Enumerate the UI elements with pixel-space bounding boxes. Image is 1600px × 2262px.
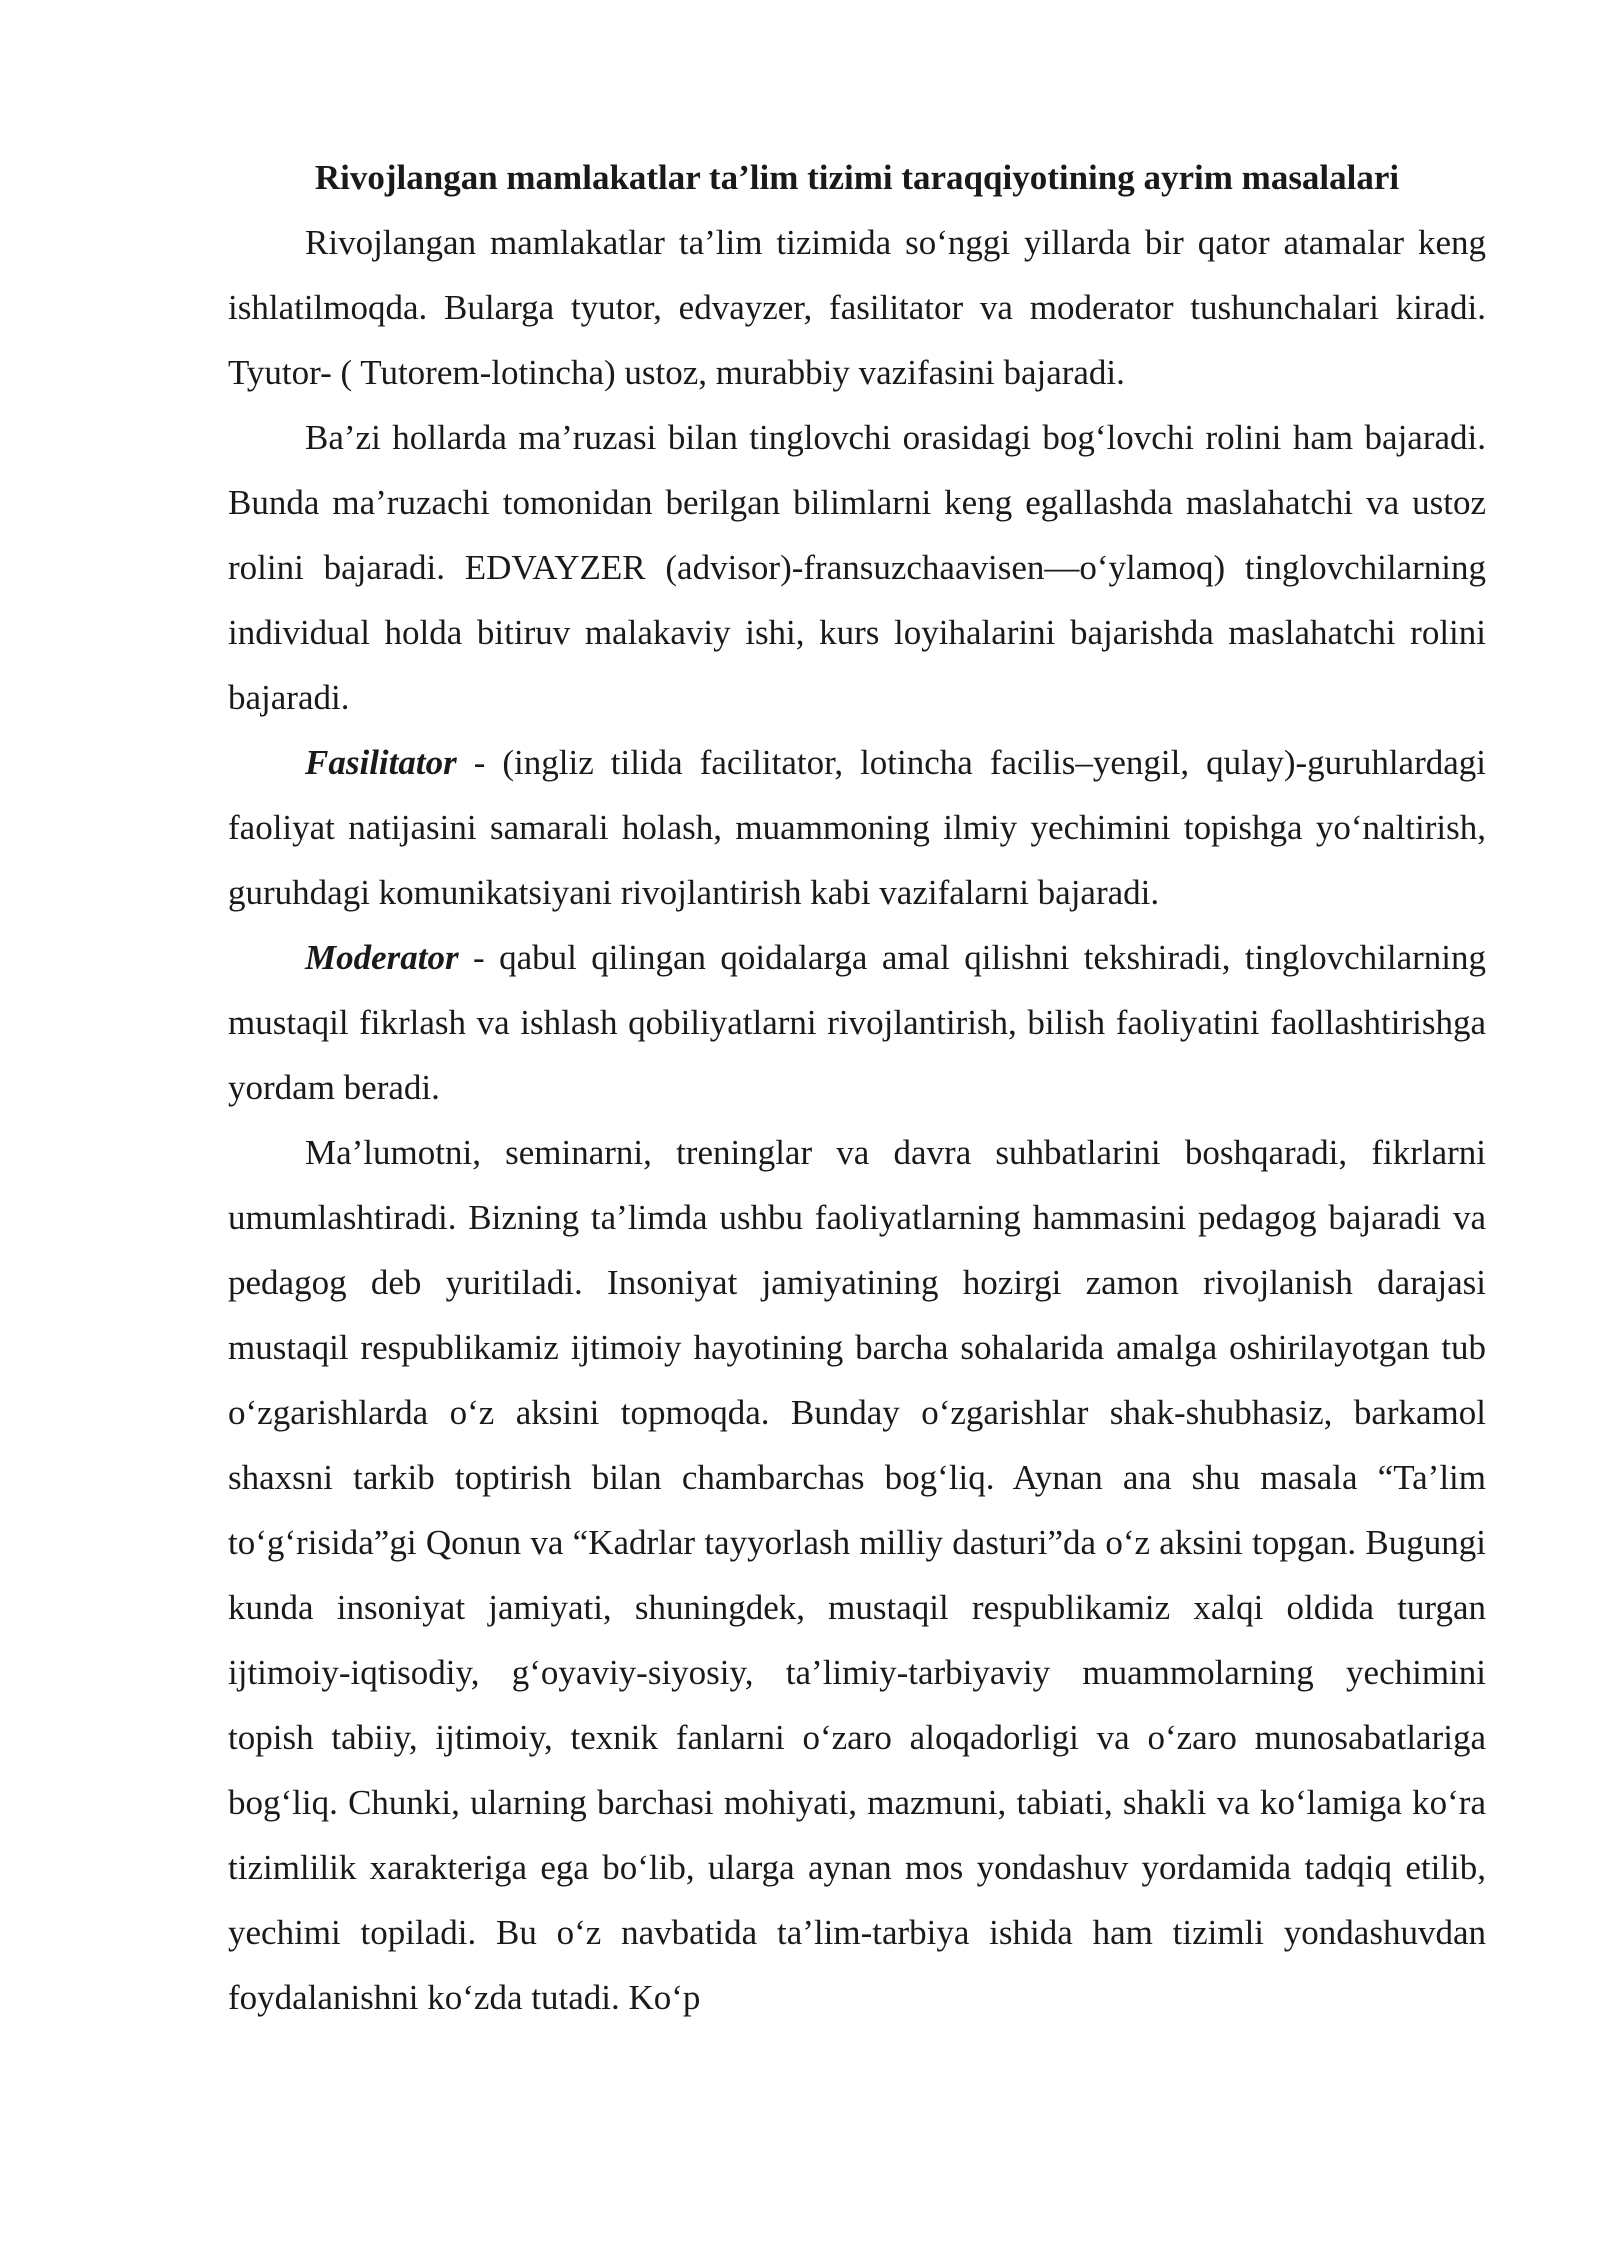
document-title: Rivojlangan mamlakatlar ta’lim tizimi taraqqiyotining ayrim masalalari [314,158,1400,197]
term-fasilitator: Fasilitator [305,743,457,782]
paragraph-2 [228,405,1486,730]
paragraph-2-text: Ba’zi hollarda ma’ruzasi bilan tinglovchi orasidagi bog‘lovchi rolini ham bajaradi. Bunda ma’ruzachi tomonidan berilgan bilimlarni keng egallashda maslahatchi va ustoz rolini bajaradi. EDVAYZER (advisor)-fransuzchaavisen—o‘ylamoq) tinglovchilarning individual holda bitiruv malakaviy ishi, kurs loyihalarini bajarishda maslahatchi rolini bajaradi. [228,418,1486,717]
paragraph-5 [228,1120,1486,2030]
paragraph-moderator-text: - qabul qilingan qoidalarga amal qilishni tekshiradi, tinglovchilarning mustaqil fikrlash va ishlash qobiliyatlarni rivojlantirish, bilish faoliyatini faollashtirishga yordam beradi. [228,938,1486,1107]
paragraph-fasilitator [228,730,1486,925]
paragraph-moderator [228,925,1486,1120]
paragraph-1-text: Rivojlangan mamlakatlar ta’lim tizimida so‘nggi yillarda bir qator atamalar keng ishlatilmoqda. Bularga tyutor, edvayzer, fasilitator va moderator tushunchalari kiradi. Tyutor- ( Tutorem-lotincha) ustoz, murabbiy vazifasini bajaradi. [228,223,1486,392]
paragraph-5-text: Ma’lumotni, seminarni, treninglar va davra suhbatlarini boshqaradi, fikrlarni umumlashtiradi. Bizning ta’limda ushbu faoliyatlarning hammasini pedagog bajaradi va pedagog deb yuritiladi. Insoniyat jamiyatining hozirgi zamon rivojlanish darajasi mustaqil respublikamiz ijtimoiy hayotining barcha sohalarida amalga oshirilayotgan tub o‘zgarishlarda o‘z aksini topmoqda. Bunday o‘zgarishlar shak-shubhasiz, barkamol shaxsni tarkib toptirish bilan chambarchas bog‘liq. Aynan ana shu masala “Ta’lim to‘g‘risida”gi Qonun va “Kadrlar tayyorlash milliy dasturi”da o‘z aksini topgan. Bugungi kunda insoniyat jamiyati, shuningdek, mustaqil respublikamiz xalqi oldida turgan ijtimoiy-iqtisodiy, g‘oyaviy-siyosiy, ta’limiy-tarbiyaviy muammolarning yechimini topish tabiiy, ijtimoiy, texnik fanlarni o‘zaro aloqadorligi va o‘zaro munosabatlariga bog‘liq. Chunki, ularning barchasi mohiyati, mazmuni, tabiati, shakli va ko‘lamiga ko‘ra tizimlilik xarakteriga ega bo‘lib, ularga aynan mos yondashuv yordamida tadqiq etilib, yechimi topiladi. Bu o‘z navbatida ta’lim-tarbiya ishida ham tizimli yondashuvdan foydalanishni ko‘zda tutadi. Ko‘p [228,1133,1486,2017]
paragraph-fasilitator-text: - (ingliz tilida facilitator, lotincha facilis–yengil, qulay)-guruhlardagi faoliyat natijasini samarali holash, muammoning ilmiy yechimini topishga yo‘naltirish, guruhdagi komunikatsiyani rivojlantirish kabi vazifalarni bajaradi. [228,743,1486,912]
document-page [228,145,1486,2030]
term-moderator: Moderator [305,938,459,977]
paragraph-1 [228,210,1486,405]
